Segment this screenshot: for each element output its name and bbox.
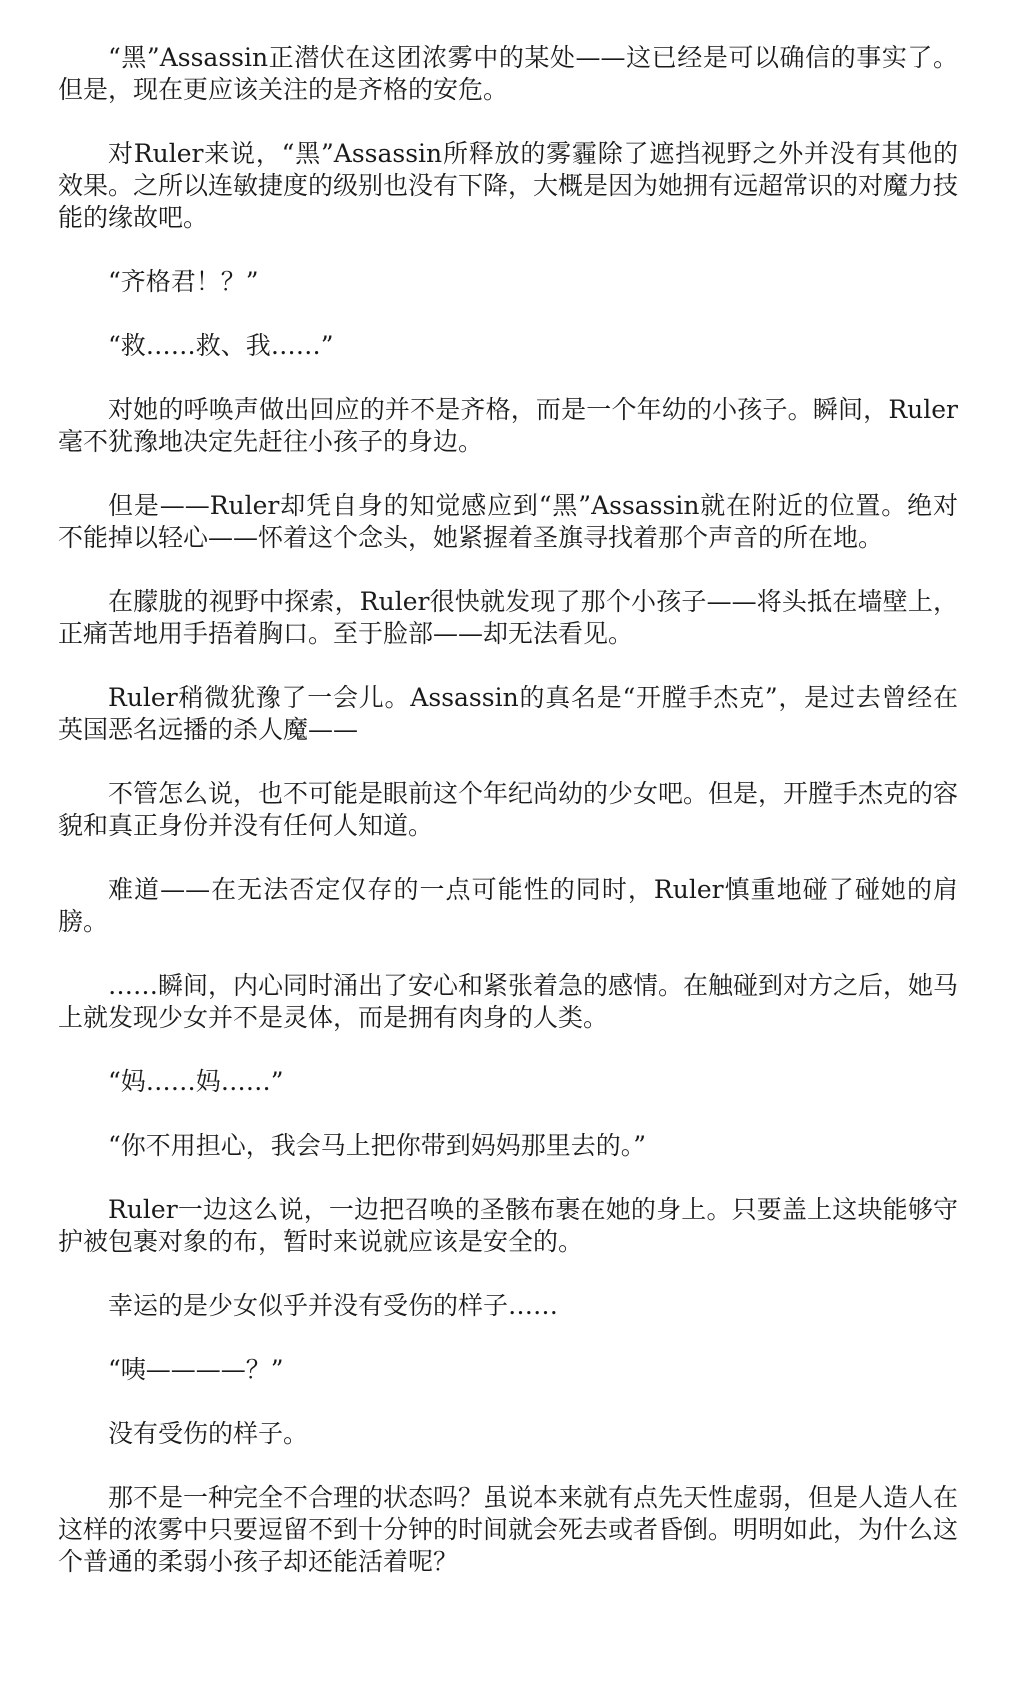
- paragraph: 幸运的是少女似乎并没有受伤的样子……: [108, 1291, 559, 1320]
- paragraph: 难道——在无法否定仅存的一点可能性的同时，Ruler慎重地碰了碰她的肩膀。: [58, 875, 958, 936]
- paragraph: “咦————？”: [108, 1355, 284, 1384]
- paragraph: “妈……妈……”: [108, 1067, 284, 1096]
- paragraph: 但是——Ruler却凭自身的知觉感应到“黑”Assassin就在附近的位置。绝对不能掉以轻心——怀着这个念头，她紧握着圣旗寻找着那个声音的所在地。: [58, 491, 958, 552]
- paragraph: “黑”Assassin正潜伏在这团浓雾中的某处——这已经是可以确信的事实了。但是，现在更应该关注的是齐格的安危。: [58, 43, 958, 104]
- paragraph: 在朦胧的视野中探索，Ruler很快就发现了那个小孩子——将头抵在墙壁上，正痛苦地用手捂着胸口。至于脸部——却无法看见。: [58, 587, 958, 648]
- paragraph: 那不是一种完全不合理的状态吗？虽说本来就有点先天性虚弱，但是人造人在这样的浓雾中只要逗留不到十分钟的时间就会死去或者昏倒。明明如此，为什么这个普通的柔弱小孩子却还能活着呢？: [58, 1483, 959, 1576]
- paragraph: 对Ruler来说，“黑”Assassin所释放的雾霾除了遮挡视野之外并没有其他的效果。之所以连敏捷度的级别也没有下降，大概是因为她拥有远超常识的对魔力技能的缘故吧。: [58, 139, 959, 232]
- paragraph: 不管怎么说，也不可能是眼前这个年纪尚幼的少女吧。但是，开膛手杰克的容貌和真正身份并没有任何人知道。: [58, 779, 959, 840]
- paragraph: “你不用担心，我会马上把你带到妈妈那里去的。”: [108, 1131, 647, 1160]
- paragraph: Ruler稍微犹豫了一会儿。Assassin的真名是“开膛手杰克”，是过去曾经在英国恶名远播的杀人魔——: [58, 683, 958, 744]
- paragraph: “齐格君！？”: [108, 267, 259, 296]
- paragraph: ……瞬间，内心同时涌出了安心和紧张着急的感情。在触碰到对方之后，她马上就发现少女并不是灵体，而是拥有肉身的人类。: [58, 971, 959, 1032]
- paragraph: 对她的呼唤声做出回应的并不是齐格，而是一个年幼的小孩子。瞬间，Ruler毫不犹豫地决定先赶往小孩子的身边。: [58, 395, 958, 456]
- paragraph: Ruler一边这么说，一边把召唤的圣骸布裹在她的身上。只要盖上这块能够守护被包裹对象的布，暂时来说就应该是安全的。: [58, 1195, 958, 1256]
- paragraph: “救……救、我……”: [108, 331, 334, 360]
- document-page: [58, 42, 958, 1610]
- paragraph: 没有受伤的样子。: [108, 1419, 309, 1448]
